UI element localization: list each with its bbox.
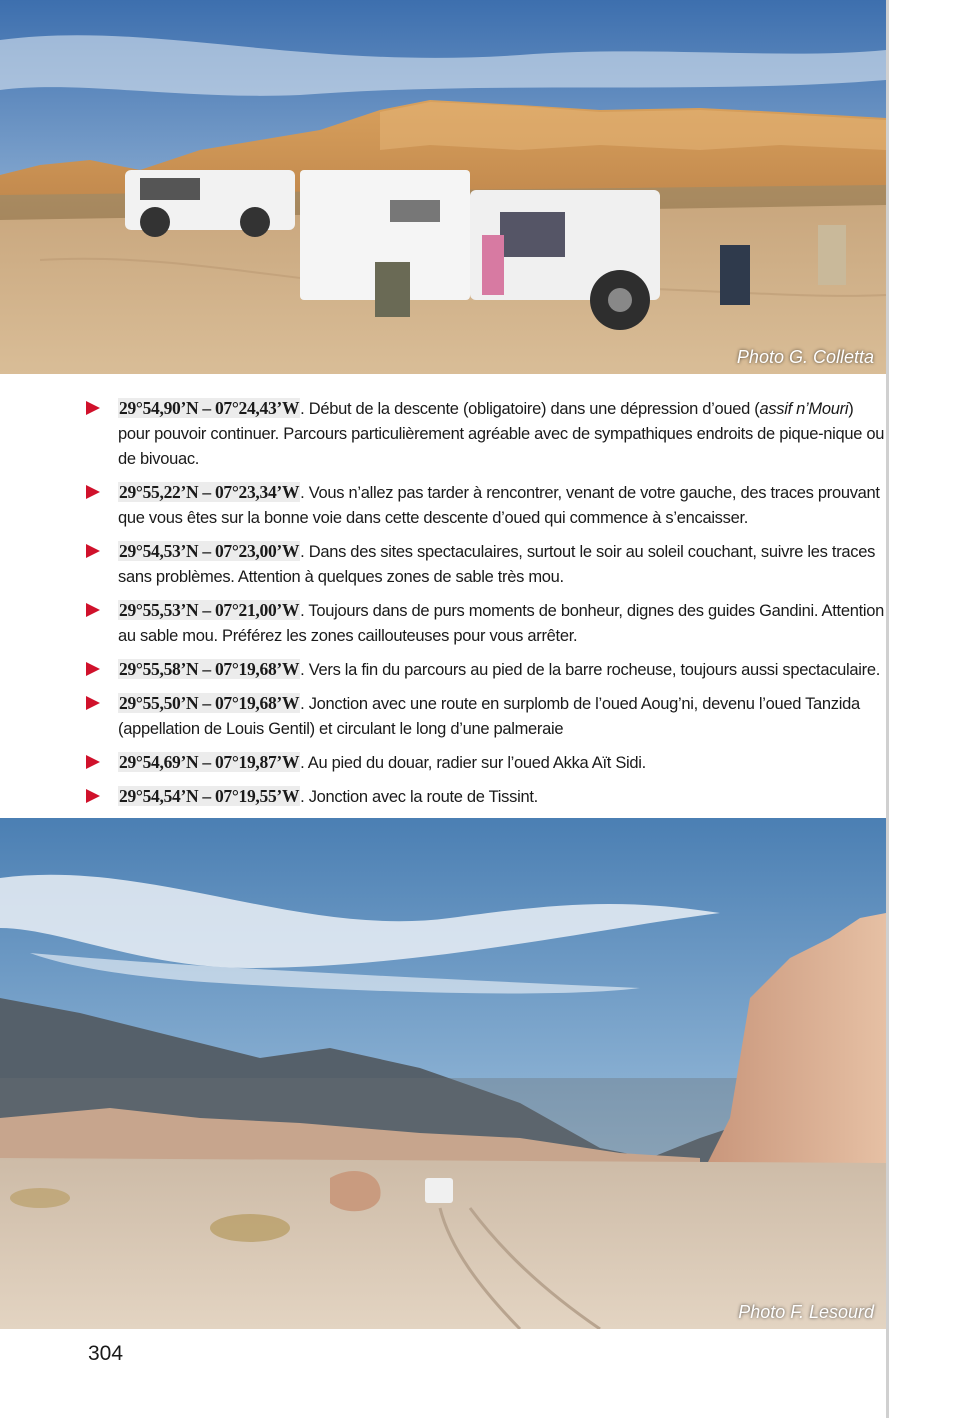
waypoint-item	[86, 396, 888, 472]
waypoint-description: . Vers la fin du parcours au pied de la barre rocheuse, toujours aussi spectaculaire.	[300, 661, 880, 679]
waypoint-item	[86, 598, 888, 649]
waypoint-item	[86, 750, 888, 776]
bullet-arrow-icon	[86, 603, 100, 617]
waypoint-item	[86, 657, 888, 683]
bullet-arrow-icon	[86, 401, 100, 415]
photo-credit: Photo G. Colletta	[736, 347, 874, 367]
waypoint-item	[86, 539, 888, 590]
photo-credit: Photo F. Lesourd	[738, 1302, 874, 1322]
photo-canyon-track	[0, 818, 886, 1329]
waypoint-item	[86, 480, 888, 531]
bullet-arrow-icon	[86, 544, 100, 558]
waypoint-description: . Vous n’allez pas tarder à rencontrer, venant de votre gauche, des traces prouvant que vous êtes sur la bonne voie dans cette descente d’oued qui commence à s’encaisser.	[118, 484, 880, 527]
bullet-arrow-icon	[86, 755, 100, 769]
waypoint-description: . Au pied du douar, radier sur l’oued Akka Aït Sidi.	[300, 754, 646, 772]
waypoint-description: . Toujours dans de purs moments de bonheur, dignes des guides Gandini. Attention au sable mou. Préférez les zones caillouteuses pour vous arrêter.	[118, 602, 884, 645]
waypoint-list	[86, 396, 888, 818]
page-number: 304	[88, 1342, 124, 1365]
bullet-arrow-icon	[86, 662, 100, 676]
waypoint-coordinates: 29°55,58’N – 07°19,68’W	[119, 659, 300, 679]
waypoint-item	[86, 784, 888, 810]
waypoint-coordinates: 29°54,90’N – 07°24,43’W	[119, 398, 300, 418]
waypoint-coordinates: 29°55,22’N – 07°23,34’W	[119, 482, 300, 502]
waypoint-coordinates: 29°55,53’N – 07°21,00’W	[119, 600, 300, 620]
waypoint-description: . Début de la descente (obligatoire) dans une dépression d’oued (	[300, 400, 760, 418]
waypoint-coordinates: 29°55,50’N – 07°19,68’W	[119, 693, 300, 713]
place-name-emphasis: assif n’Mouri	[759, 400, 849, 418]
waypoint-coordinates: 29°54,69’N – 07°19,87’W	[119, 752, 300, 772]
waypoint-description: . Jonction avec la route de Tissint.	[300, 788, 538, 806]
waypoint-coordinates: 29°54,54’N – 07°19,55’W	[119, 786, 300, 806]
waypoint-coordinates: 29°54,53’N – 07°23,00’W	[119, 541, 300, 561]
waypoint-description: . Jonction avec une route en surplomb de l’oued Aoug’ni, devenu l’oued Tanzida (appellation de Louis Gentil) et circulant le long d’une palmeraie	[118, 695, 860, 738]
bullet-arrow-icon	[86, 696, 100, 710]
waypoint-description-continued: ) pour pouvoir continuer. Parcours particulièrement agréable avec de sympathiques endroits de pique-nique ou de bivouac.	[118, 400, 885, 468]
photo-desert-vehicles	[0, 0, 886, 374]
bullet-arrow-icon	[86, 789, 100, 803]
bullet-arrow-icon	[86, 485, 100, 499]
waypoint-item	[86, 691, 888, 742]
waypoint-description: . Dans des sites spectaculaires, surtout le soir au soleil couchant, suivre les traces sans problèmes. Attention à quelques zones de sable très mou.	[118, 543, 876, 586]
